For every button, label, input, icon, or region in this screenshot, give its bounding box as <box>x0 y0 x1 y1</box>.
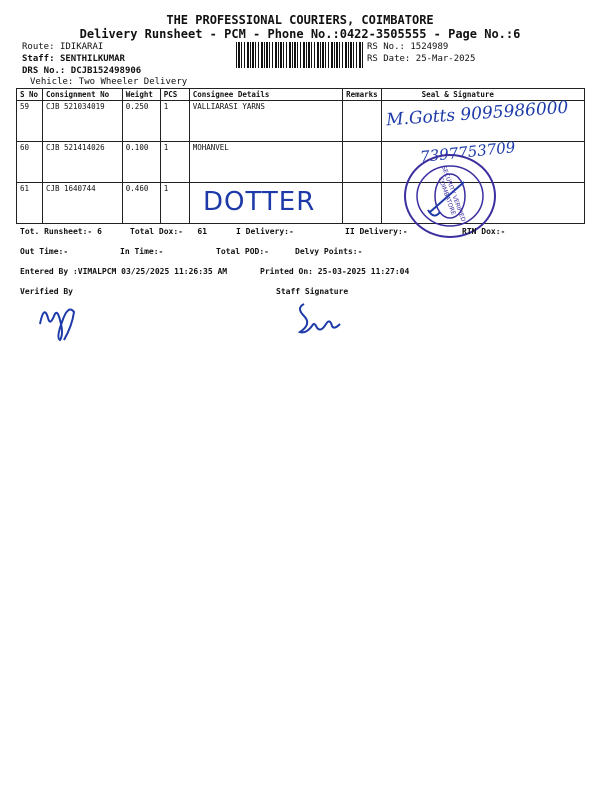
rs-date-label: RS Date: <box>367 54 411 64</box>
cell-sno: 61 <box>17 183 43 224</box>
cell-consignee: VALLIARASI YARNS <box>189 101 342 142</box>
cell-consignee: MOHANVEL <box>189 142 342 183</box>
cell-consignment: CJB 521414026 <box>42 142 122 183</box>
vehicle-value: Two Wheeler Delivery <box>78 77 188 87</box>
route-label: Route: <box>22 42 55 52</box>
cell-remarks <box>343 101 382 142</box>
cell-remarks <box>343 142 382 183</box>
verified-by-label: Verified By <box>20 287 73 296</box>
runsheet-subtitle: Delivery Runsheet - PCM - Phone No.:0422-3505555 - Page No.:6 <box>79 27 521 41</box>
vehicle-line <box>30 77 187 87</box>
rs-no-label: RS No.: <box>367 42 405 52</box>
cell-remarks <box>343 183 382 224</box>
handwritten-phone-row1: M.Gotts 9095986000 <box>385 97 570 131</box>
col-header-seal: Seal & Signature <box>381 89 584 101</box>
col-header-sno: S No <box>17 89 43 101</box>
col-header-pcs: PCS <box>160 89 189 101</box>
rs-date-line <box>367 54 475 64</box>
in-time: In Time:- <box>120 247 164 256</box>
drs-label: DRS No.: <box>22 66 66 76</box>
rtn-dox: RTN Dox:- <box>462 227 506 236</box>
printed-on: Printed On: 25-03-2025 11:27:04 <box>260 267 410 276</box>
cell-pcs: 1 <box>160 101 189 142</box>
staff-label: Staff: <box>22 54 55 64</box>
cell-consignment: CJB 521034019 <box>42 101 122 142</box>
cell-weight: 0.250 <box>122 101 160 142</box>
col-header-remarks: Remarks <box>343 89 382 101</box>
rs-no-value: 1524989 <box>410 42 449 52</box>
route-value: IDIKARAI <box>59 42 104 52</box>
cell-sno: 60 <box>17 142 43 183</box>
col-header-consignee: Consignee Details <box>189 89 342 101</box>
staff-signature <box>294 296 350 340</box>
route-line <box>22 42 103 52</box>
ii-delivery: II Delivery:- <box>345 227 408 236</box>
rs-date-value: 25-Mar-2025 <box>415 54 476 64</box>
delvy-points: Delvy Points:- <box>295 247 363 256</box>
signature-icon <box>34 294 84 342</box>
i-delivery: I Delivery:- <box>236 227 294 236</box>
total-dox: Total Dox:- 61 <box>130 227 208 236</box>
staff-value: SENTHILKUMAR <box>59 54 125 64</box>
rs-no-line <box>367 42 448 52</box>
stamp-text: SECURITY VERIFIED COIMBATORE <box>436 164 467 223</box>
cell-weight: 0.460 <box>122 183 160 224</box>
table-header-row <box>17 89 585 101</box>
total-pod: Total POD:- <box>216 247 269 256</box>
cell-sno: 59 <box>17 101 43 142</box>
tot-runsheet: Tot. Runsheet:- 6 <box>20 227 102 236</box>
cell-consignment: CJB 1640744 <box>42 183 122 224</box>
drs-line <box>22 66 141 76</box>
cell-pcs: 1 <box>160 183 189 224</box>
out-time: Out Time:- <box>20 247 69 256</box>
handwritten-phone-row2: 7397753709 <box>419 138 517 166</box>
company-title: THE PROFESSIONAL COURIERS, COIMBATORE <box>166 13 434 27</box>
staff-line <box>22 54 125 64</box>
col-header-consignment: Consignment No <box>42 89 122 101</box>
cell-pcs: 1 <box>160 142 189 183</box>
drs-value: DCJB152498906 <box>70 66 142 76</box>
barcode-image <box>236 42 364 68</box>
signature-icon <box>294 296 350 336</box>
verified-signature <box>34 294 84 346</box>
cell-weight: 0.100 <box>122 142 160 183</box>
col-header-weight: Weight <box>122 89 160 101</box>
staff-signature-label: Staff Signature <box>276 287 349 296</box>
handwritten-consignee-row3: DOTTER <box>203 187 316 217</box>
entered-by: Entered By :VIMALPCM 03/25/2025 11:26:35 AM <box>20 267 228 276</box>
vehicle-label: Vehicle: <box>30 77 74 87</box>
